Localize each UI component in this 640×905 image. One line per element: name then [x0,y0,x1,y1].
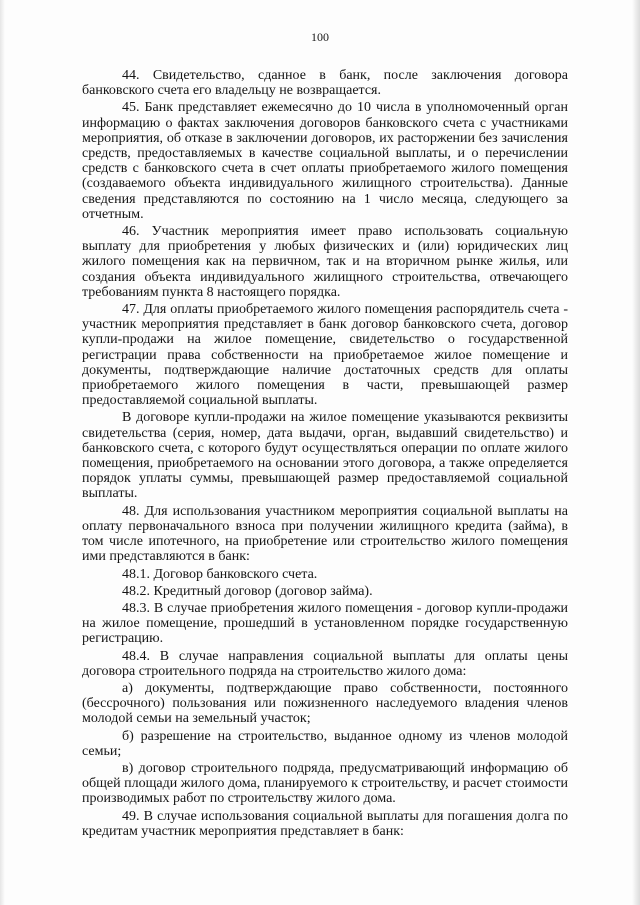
scan-edge-left [0,0,5,905]
paragraph-47: 47. Для оплаты приобретаемого жилого помещения распорядитель счета - участник мероприятия представляет в банк договор банковского счета, договор купли-продажи на жилое помещение, свидетельство о государственной регистрации права собственности на приобретаемое жилое помещение и документы, подтверждающие наличие достаточных средств для оплаты приобретаемого жилого помещения в части, превышающей размер предоставляемой социальной выплаты. [82,302,568,409]
paragraph-46: 46. Участник мероприятия имеет право использовать социальную выплату для приобретения у любых физических и (или) юридических лиц жилого помещения как на первичном, так и на вторичном рынке жилья, или создания объекта индивидуального жилищного строительства, отвечающего требованиям пункта 8 настоящего порядка. [82,224,568,300]
paragraph-48-4-b: б) разрешение на строительство, выданное одному из членов молодой семьи; [82,728,568,759]
page-number: 100 [311,30,329,44]
paragraph-47-contract-details: В договоре купли-продажи на жилое помещение указываются реквизиты свидетельства (серия, номер, дата выдачи, орган, выдавший свидетельство) и банковского счета, с которого будут осуществляться операции по оплате жилого помещения, приобретаемого на основании этого договора, а также определяется порядок уплаты суммы, превышающей размер предоставляемой социальной выплаты. [82,410,568,502]
scan-edge-right [632,0,640,905]
paragraph-48-3: 48.3. В случае приобретения жилого помещения - договор купли-продажи на жилое помещение, прошедший в установленном порядке государственную регистрацию. [82,600,568,647]
paragraph-48-4-a: а) документы, подтверждающие право собственности, постоянного (бессрочного) пользования или пожизненного наследуемого владения членов молодой семьи на земельный участок; [82,680,568,727]
paragraph-48-1: 48.1. Договор банковского счета. [122,566,318,582]
paragraph-48-4: 48.4. В случае направления социальной выплаты для оплаты цены договора строительного подряда на строительство жилого дома: [82,648,568,679]
paragraph-49: 49. В случае использования социальной выплаты для погашения долга по кредитам участник мероприятия представляет в банк: [82,808,568,839]
paragraph-44: 44. Свидетельство, сданное в банк, после заключения договора банковского счета его владельцу не возвращается. [82,68,568,99]
document-body [82,68,568,841]
paragraph-48: 48. Для использования участником мероприятия социальной выплаты на оплату первоначального взноса при получении жилищного кредита (займа), в том числе ипотечного, на приобретение или строительство жилого помещения ими представляются в банк: [82,503,568,565]
paragraph-48-4-v: в) договор строительного подряда, предусматривающий информацию об общей площади жилого дома, планируемого к строительству, и расчет стоимости производимых работ по строительству жилого дома. [82,760,568,807]
paragraph-45: 45. Банк представляет ежемесячно до 10 числа в уполномоченный орган информацию о фактах заключения договоров банковского счета с участниками мероприятия, об отказе в заключении договоров, их расторжении без зачисления средств, предоставляемых в качестве социальной выплаты, и о перечислении средств с банковского счета в счет оплаты приобретаемого жилого помещения (создаваемого объекта индивидуального жилищного строительства). Данные сведения представляются по состоянию на 1 число месяца, следующего за отчетным. [82,100,568,222]
paragraph-48-2: 48.2. Кредитный договор (договор займа). [122,583,373,599]
